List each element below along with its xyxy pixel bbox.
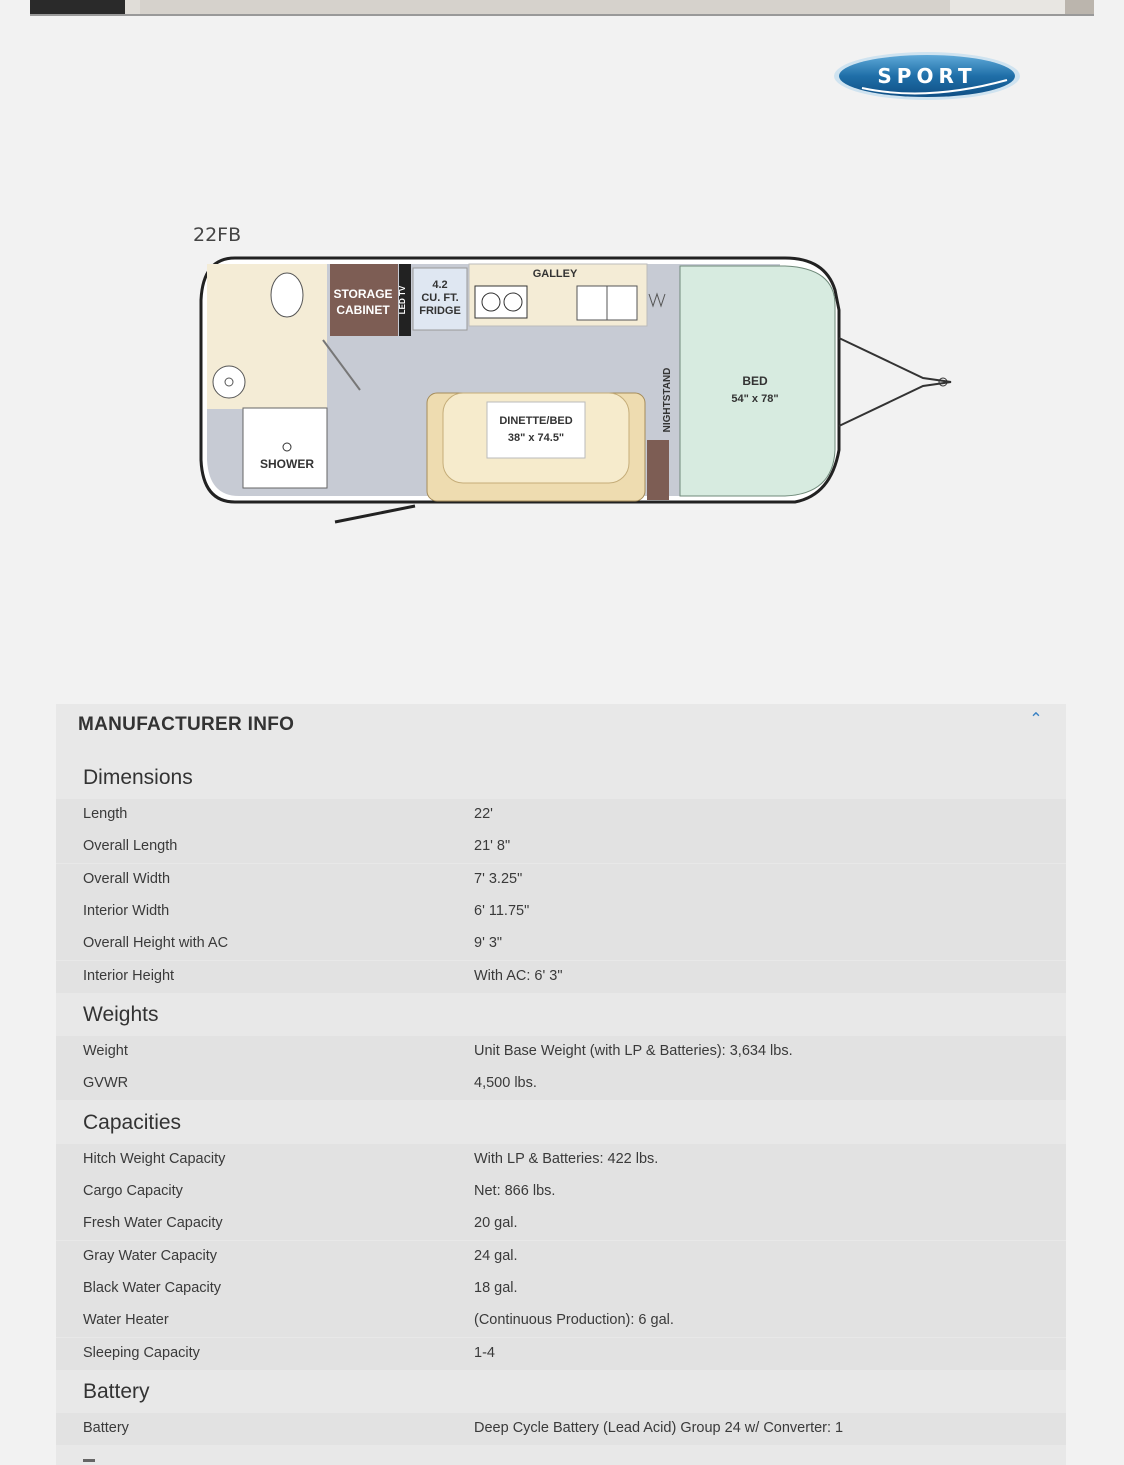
- table-row: [56, 864, 1066, 896]
- row-label: Interior Height: [83, 968, 175, 984]
- row-label: Cargo Capacity: [83, 1183, 183, 1199]
- section-title-battery: Battery: [83, 1380, 150, 1403]
- table-row: [56, 831, 1066, 863]
- nightstand: [647, 440, 669, 500]
- row-label: Overall Height with AC: [83, 935, 229, 951]
- galley-label: GALLEY: [532, 268, 578, 280]
- toilet-icon: [271, 273, 303, 317]
- row-label: Interior Width: [83, 903, 170, 919]
- row-value: 20 gal.: [474, 1215, 518, 1231]
- fridge-label-3: FRIDGE: [419, 305, 461, 317]
- row-value: Deep Cycle Battery (Lead Acid) Group 24 w/ Converter: 1: [474, 1420, 844, 1436]
- storage-label-2: CABINET: [336, 303, 390, 317]
- logo-text: SPORT: [877, 64, 977, 88]
- row-label: Weight: [83, 1043, 128, 1059]
- table-row: [56, 1273, 1066, 1305]
- sink-icon: [213, 366, 245, 398]
- bed-label: BED: [742, 374, 768, 388]
- row-label: Fresh Water Capacity: [83, 1215, 223, 1231]
- row-label: GVWR: [83, 1075, 129, 1091]
- fridge-label-1: 4.2: [432, 279, 448, 291]
- led-tv-label: LED TV: [398, 285, 407, 315]
- row-value: Unit Base Weight (with LP & Batteries): 3,634 lbs.: [474, 1043, 793, 1059]
- row-value: 18 gal.: [474, 1280, 518, 1296]
- table-row: [56, 1338, 1066, 1370]
- table-row: [56, 1176, 1066, 1208]
- model-label: 22FB: [193, 224, 242, 246]
- entry-door: [335, 506, 415, 522]
- row-label: Length: [83, 806, 128, 822]
- row-value: Net: 866 lbs.: [474, 1183, 556, 1199]
- row-value: (Continuous Production): 6 gal.: [474, 1312, 674, 1328]
- row-label: Overall Width: [83, 871, 171, 887]
- table-row: [56, 1305, 1066, 1337]
- table-row: [56, 961, 1066, 993]
- shower-label: SHOWER: [260, 457, 314, 471]
- table-row: [56, 928, 1066, 960]
- shower-area: [243, 408, 327, 488]
- row-label: Black Water Capacity: [83, 1280, 222, 1296]
- table-row: [56, 1241, 1066, 1273]
- table-row: [56, 1144, 1066, 1176]
- table-row: [56, 799, 1066, 831]
- nightstand-label: NIGHTSTAND: [662, 367, 673, 433]
- row-label: Hitch Weight Capacity: [83, 1151, 226, 1167]
- table-row: [56, 1068, 1066, 1100]
- row-value: 6' 11.75": [474, 903, 530, 919]
- collapse-chevron-up-icon[interactable]: ⌃: [1029, 711, 1043, 728]
- row-value: 7' 3.25": [474, 871, 523, 887]
- table-row: [56, 1036, 1066, 1068]
- row-value: 4,500 lbs.: [474, 1075, 537, 1091]
- table-row: [56, 1413, 1066, 1445]
- row-value: With AC: 6' 3": [474, 968, 563, 984]
- hitch: [839, 338, 951, 426]
- row-label: Gray Water Capacity: [83, 1248, 218, 1264]
- section-title-dimensions: Dimensions: [83, 766, 193, 789]
- table-row: [56, 1208, 1066, 1240]
- bed-size: 54" x 78": [731, 393, 779, 405]
- section-title-capacities: Capacities: [83, 1111, 182, 1134]
- floorplan-diagram: [195, 250, 955, 530]
- row-value: 21' 8": [474, 838, 511, 854]
- stove-icon: [475, 286, 527, 318]
- dinette-label: DINETTE/BED: [499, 415, 573, 427]
- panel-title: MANUFACTURER INFO: [78, 714, 295, 735]
- row-value: With LP & Batteries: 422 lbs.: [474, 1151, 659, 1167]
- manufacturer-info-panel: [56, 704, 1066, 1465]
- row-label: Sleeping Capacity: [83, 1345, 200, 1361]
- table-row: [56, 896, 1066, 928]
- next-section-hint: [83, 1459, 95, 1462]
- sport-logo: [832, 50, 1022, 102]
- dinette-table: [487, 402, 585, 458]
- row-value: 24 gal.: [474, 1248, 518, 1264]
- row-label: Water Heater: [83, 1312, 169, 1328]
- row-value: 9' 3": [474, 935, 503, 951]
- row-label: Battery: [83, 1420, 129, 1436]
- storage-label-1: STORAGE: [333, 287, 393, 301]
- dinette-size: 38" x 74.5": [507, 432, 565, 444]
- section-title-weights: Weights: [83, 1003, 159, 1026]
- top-image-strip: [30, 0, 1094, 16]
- fridge-label-2: CU. FT.: [421, 292, 459, 304]
- row-label: Overall Length: [83, 838, 178, 854]
- row-value: 22': [474, 806, 493, 822]
- row-value: 1-4: [474, 1345, 495, 1361]
